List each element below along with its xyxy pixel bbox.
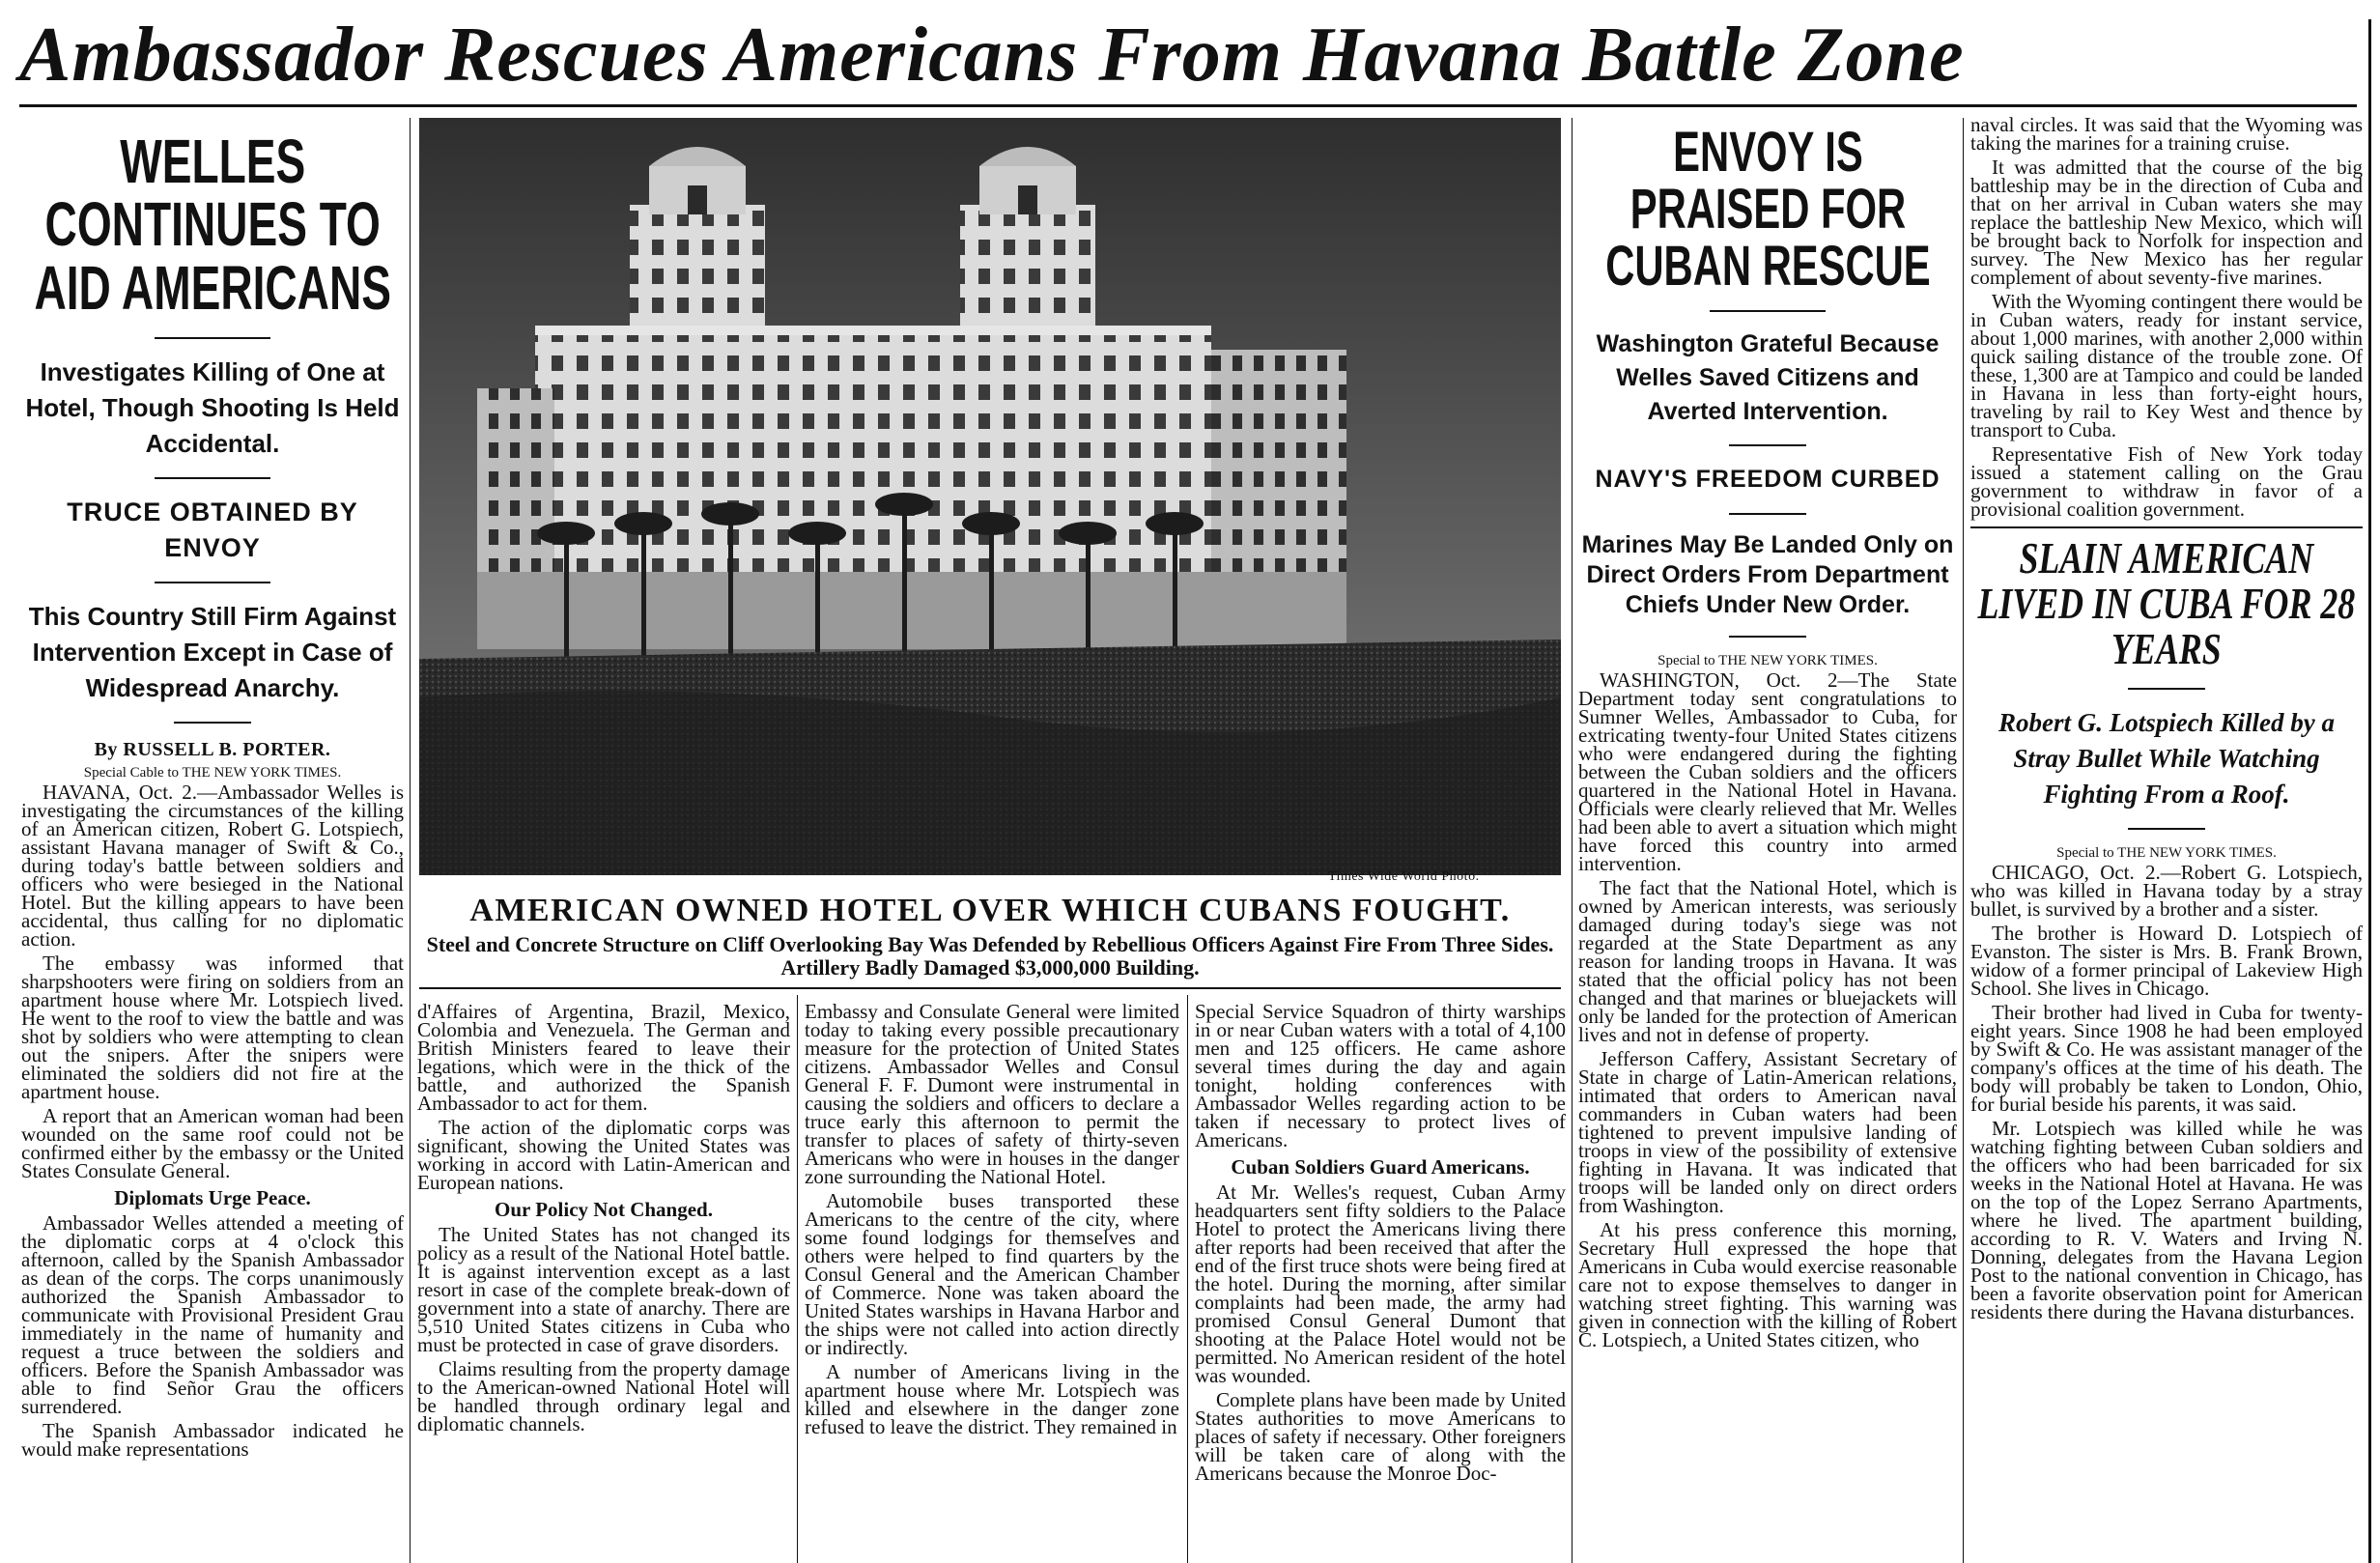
story-headline: ENVOY IS PRAISED FOR CUBAN RESCUE: [1604, 124, 1931, 298]
paragraph: Representative Fish of New York today issued a statement calling on the Grau government to withdraw in favor of a provisional coalition government.: [1970, 442, 2363, 521]
paragraph: The fact that the National Hotel, which is owned by American interests, was seriously damaged during today's siege was not regarded at the State Department as any reason for landing troops in Havana. It was stated that the official policy has not been changed and that marines or bluejackets will only be landed for the protection of American lives and not in defense of property.: [1578, 876, 1957, 1047]
column-rule: [797, 995, 798, 1563]
divider: [2128, 688, 2205, 690]
paragraph: At his press conference this morning, Secretary Hull expressed the hope that Americans in Cuba would exercise reasonable care not to expose themselves to danger in watching street fighting. This warning was given in connection with the killing of Robert C. Lotspiech, a United States citizen, who: [1578, 1218, 1957, 1352]
paragraph: CHICAGO, Oct. 2.—Robert G. Lotspiech, who was killed in Havana today by a stray bullet, is survived by a brother and a sister.: [1970, 860, 2363, 921]
paragraph: Claims resulting from the property damage to the American-owned National Hotel will be handled through ordinary legal and diplomatic channels.: [417, 1357, 790, 1435]
paragraph: Automobile buses transported these Americans to the centre of the city, where some found lodgings for themselves and others were helped to find quarters by the Consul General and the American Chamber of Commerce. None was taken aboard the United States warships in Havana Harbor and the ships were not called into action directly or indirectly.: [805, 1189, 1179, 1359]
divider: [1729, 636, 1806, 638]
story-deck: TRUCE OBTAINED BY ENVOY: [67, 497, 358, 562]
column-4: [1195, 1003, 1566, 1563]
story-deck: Robert G. Lotspiech Killed by a Stray Bullet While Watching Fighting From a Roof.: [1998, 707, 2335, 809]
paragraph: The United States has not changed its policy as a result of the National Hotel battle. It is against intervention except as a last resort in case of the complete break-down of government into a state of anarchy. There are 5,510 United States citizens in Cuba who must be protected in case of grave disorders.: [417, 1223, 790, 1356]
banner-rule: [19, 104, 2357, 107]
paragraph: Special Service Squadron of thirty warships in or near Cuban waters with a total of 4,100 men and 125 officers. He came ashore several times during the day and again tonight, holding conferences with Ambassador Welles regarding action to be taken if necessary to protect lives of Americans.: [1195, 1003, 1566, 1151]
paragraph: At Mr. Welles's request, Cuban Army headquarters sent fifty soldiers to the Palace Hotel to protect the Americans living there after reports had been received that after the end of the first truce shots were being fired at the hotel. During the morning, after similar complaints had been made, the army had promised Consul General Dumont that shooting at the Palace Hotel would not be permitted. No American resident of the hotel was wounded.: [1195, 1180, 1566, 1387]
divider: [1710, 310, 1826, 312]
hotel-photo-image: [419, 118, 1561, 875]
right-edge-rule: [2368, 19, 2371, 1563]
paragraph: The brother is Howard D. Lotspiech of Evanston. The sister is Mrs. B. Frank Brown, widow of a former principal of Lakeview High School. She lives in Chicago.: [1970, 921, 2363, 1000]
story-deck: Washington Grateful Because Welles Saved Citizens and Averted Intervention.: [1596, 330, 1940, 426]
story-separator: [1970, 526, 2363, 528]
story-deck: NAVY'S FREEDOM CURBED: [1595, 466, 1941, 494]
paragraph: With the Wyoming contingent there would be in Cuban waters, ready for instant service, about 1,000 marines, with another 2,000 within quick sailing distance of the trouble zone. Of these, 1,300 are at Tampico and could be landed in Havana in less than forty-eight hours, traveling by rail to Key West and thence by transport to Cuba.: [1970, 290, 2363, 441]
story-deck: Marines May Be Landed Only on Direct Orders From Department Chiefs Under New Order.: [1581, 531, 1954, 619]
story-headline: SLAIN AMERICAN LIVED IN CUBA FOR 28 YEARS: [1977, 533, 2356, 673]
paragraph: Embassy and Consulate General were limited today to taking every possible precautionary measure for the protection of United States citizens. Ambassador Welles and Consul General F. F. Dumont were instrumental in causing the soldiers and officers to declare a truce early this afternoon to permit the transfer to places of safety of thirty-seven Americans who were in houses in the danger zone surrounding the National Hotel.: [805, 1003, 1179, 1188]
dateline: Special to THE NEW YORK TIMES.: [2056, 844, 2277, 861]
paragraph: It was admitted that the course of the big battleship may be in the direction of Cuba and that on her arrival in Cuban waters she may replace the battleship New Mexico, which will be brought back to Norfolk for inspection and survey. The New Mexico has her regular complement of about seventy-five marines.: [1970, 156, 2363, 289]
column-right: [1970, 116, 2363, 1563]
column-rule: [410, 118, 411, 1563]
caption-rule: [419, 987, 1561, 989]
paragraph: WASHINGTON, Oct. 2—The State Department today sent congratulations to Sumner Welles, Ambassador to Cuba, for extricating twenty-four United States citizens who were endangered during the fighting between the Cuban soldiers and the officers quartered in the National Hotel in Havana. Officials were clearly relieved that Mr. Welles had been able to avert a situation which might have forced this country into armed intervention.: [1578, 668, 1957, 876]
column-left-story: [21, 130, 404, 1563]
subhead: Cuban Soldiers Guard Americans.: [1231, 1155, 1530, 1179]
story-headline: WELLES CONTINUES TO AID AMERICANS: [34, 130, 391, 323]
divider: [174, 722, 251, 724]
paragraph: A report that an American woman had been wounded on the same roof could not be confirmed either by the embassy or the United States Consulate General.: [21, 1103, 404, 1182]
subhead: Our Policy Not Changed.: [495, 1198, 713, 1221]
paragraph: Ambassador Welles attended a meeting of the diplomatic corps at 4 o'clock this afternoon, called by the Spanish Ambassador as dean of the corps. The corps unanimously authorized the Spanish Ambassador to communicate with Provisional President Grau immediately in the name of humanity and request a truce between the soldiers and officers. Before the Spanish Ambassador was able to find Señor Grau the officers surrendered.: [21, 1210, 404, 1418]
column-rule: [1187, 995, 1188, 1563]
divider: [155, 337, 270, 339]
photo-caption: Steel and Concrete Structure on Cliff Overlooking Bay Was Defended by Rebellious Officers Against Fire From Three Sides. Artillery Badly Damaged $3,000,000 Building.: [426, 932, 1554, 980]
column-3: [805, 1003, 1179, 1563]
column-envoy-story: [1578, 124, 1957, 1563]
column-2: [417, 1003, 790, 1563]
divider: [1729, 513, 1806, 515]
story-deck: This Country Still Firm Against Intervention Except in Case of Widespread Anarchy.: [28, 601, 397, 702]
photo-credit: Times Wide World Photo.: [1328, 869, 1480, 884]
paragraph: d'Affaires of Argentina, Brazil, Mexico, Colombia and Venezuela. The German and British Ministers feared to leave their legations, which were in the thick of the battle, and authorized the Spanish Ambassador to act for them.: [417, 1003, 790, 1115]
divider: [155, 582, 270, 583]
banner-headline: Ambassador Rescues Americans From Havana Battle Zone: [19, 13, 1965, 98]
paragraph: Complete plans have been made by United States authorities to move Americans to places of safety if necessary. Other foreigners will be taken care of along with the Americans because the Monroe Doc-: [1195, 1388, 1566, 1485]
photo-caption-title: AMERICAN OWNED HOTEL OVER WHICH CUBANS FOUGHT.: [469, 893, 1511, 928]
divider: [155, 477, 270, 479]
paragraph: The embassy was informed that sharpshooters were firing on soldiers from an apartment house where Mr. Lotspiech lived. He went to the roof to view the battle and was shot by soldiers who were attempting to clean out the snipers. After the snipers were eliminated the soldiers did not fire at the apartment house.: [21, 951, 404, 1103]
byline: By RUSSELL B. PORTER.: [94, 738, 331, 760]
paragraph: naval circles. It was said that the Wyoming was taking the marines for a training cruise.: [1970, 116, 2363, 155]
divider: [2128, 828, 2205, 830]
paragraph: Mr. Lotspiech was killed while he was watching fighting between Cuban soldiers and the officers who had been barricaded for six weeks in the National Hotel at Havana. He was on the top of the Lopez Serrano Apartments, where he lived. The apartment building, according to R. V. Waters and Irving N. Donning, delegates from the Havana Legion Post to the national convention in Chicago, has been a favorite observation point for American residents there during the Havana disturbances.: [1970, 1116, 2363, 1323]
paragraph: Jefferson Caffery, Assistant Secretary of State in charge of Latin-American relations, intimated that orders to American naval commanders in Cuban waters had been tightened to prevent impulsive landing of troops in view of the possibility of extensive fighting in Havana. It was indicated that troops will be landed only on direct orders from Washington.: [1578, 1047, 1957, 1218]
subhead: Diplomats Urge Peace.: [114, 1185, 311, 1209]
story-deck: Investigates Killing of One at Hotel, Though Shooting Is Held Accidental.: [25, 356, 400, 458]
paragraph: A number of Americans living in the apartment house where Mr. Lotspiech was killed and elsewhere in the danger zone refused to leave the district. They remained in: [805, 1360, 1179, 1438]
paragraph: The action of the diplomatic corps was significant, showing the United States was working in accord with Latin-American and European nations.: [417, 1116, 790, 1194]
column-rule: [1963, 118, 1964, 1563]
hotel-photo: [419, 118, 1561, 875]
paragraph: HAVANA, Oct. 2.—Ambassador Welles is investigating the circumstances of the killing of an American citizen, Robert G. Lotspiech, assistant Havana manager of Swift & Co., during today's battle between soldiers and officers who were besieged in the National Hotel. But the killing appears to have been accidental, thus calling for no diplomatic action.: [21, 780, 404, 951]
dateline: Special to THE NEW YORK TIMES.: [1658, 653, 1878, 669]
paragraph: The Spanish Ambassador indicated he would make representations: [21, 1418, 404, 1461]
dateline: Special Cable to THE NEW YORK TIMES.: [83, 764, 342, 781]
paragraph: Their brother had lived in Cuba for twenty-eight years. Since 1908 he had been employed by Swift & Co. He was assistant manager of the company's offices at the time of his death. The body will probably be taken to London, Ohio, for burial beside his parents, it was said.: [1970, 1000, 2363, 1116]
divider: [1729, 444, 1806, 446]
